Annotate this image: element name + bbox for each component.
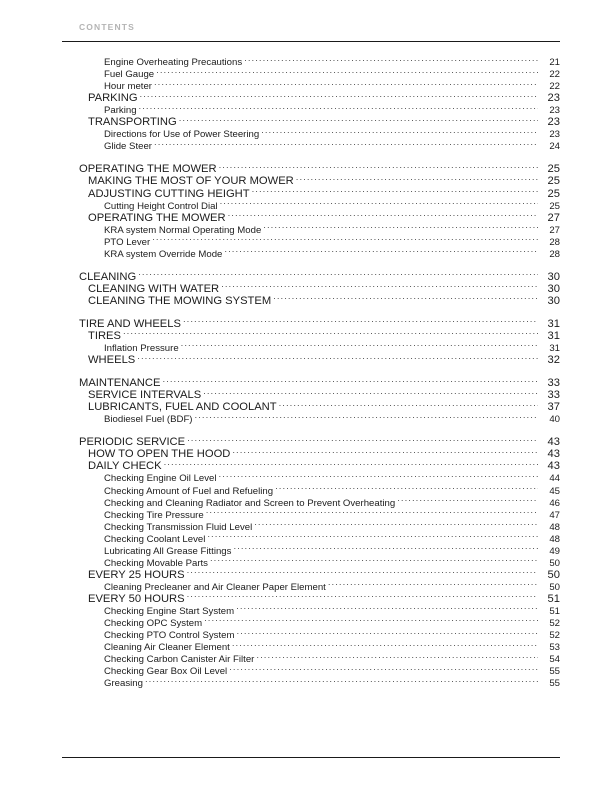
toc-dot-leader [203, 386, 538, 398]
toc-entry-page-number: 49 [549, 545, 560, 557]
toc-entry[interactable] [62, 339, 560, 355]
toc-dot-leader [224, 245, 538, 257]
toc-entry-title: SERVICE INTERVALS [88, 389, 202, 402]
toc-entry-title: ADJUSTING CUTTING HEIGHT [88, 187, 250, 200]
toc-entry-title: Checking Tire Pressure [104, 509, 204, 521]
toc-entry-title: PARKING [88, 92, 138, 105]
toc-group [62, 160, 560, 260]
toc-entry[interactable] [62, 315, 560, 330]
toc-entry-title: Checking PTO Control System [104, 630, 235, 642]
toc-dot-leader [181, 339, 538, 351]
toc-dot-leader [236, 626, 538, 638]
toc-entry-title: Cutting Height Control Dial [104, 200, 218, 212]
toc-entry-page-number: 48 [549, 521, 560, 533]
toc-entry[interactable] [62, 160, 560, 176]
toc-entry[interactable] [62, 433, 560, 449]
toc-entry-title: Engine Overheating Precautions [104, 57, 243, 69]
toc-entry-title: EVERY 25 HOURS [88, 568, 185, 581]
toc-dot-leader [236, 602, 538, 614]
toc-entry-page-number: 30 [547, 294, 560, 307]
toc-entry-page-number: 22 [549, 69, 560, 81]
toc-dot-leader [261, 125, 538, 137]
toc-entry-title: HOW TO OPEN THE HOOD [88, 448, 231, 461]
toc-entry-page-number: 40 [549, 414, 560, 426]
toc-entry-page-number: 24 [549, 141, 560, 153]
toc-dot-leader [273, 292, 538, 304]
toc-dot-leader [183, 315, 538, 327]
toc-entry[interactable] [62, 374, 560, 390]
toc-entry-title: MAINTENANCE [79, 377, 161, 390]
toc-entry-page-number: 53 [549, 642, 560, 654]
toc-entry-title: PERIODIC SERVICE [79, 436, 186, 449]
toc-dot-leader [156, 65, 538, 77]
toc-dot-leader [162, 374, 538, 386]
toc-entry-title: KRA system Normal Operating Mode [104, 224, 262, 236]
toc-dot-leader [204, 614, 538, 626]
toc-entry-title: Glide Steer [104, 141, 152, 153]
toc-entry-page-number: 52 [549, 630, 560, 642]
toc-dot-leader [187, 590, 538, 602]
toc-entry-title: Checking Movable Parts [104, 557, 208, 569]
toc-dot-leader [206, 506, 538, 518]
toc-dot-leader [233, 542, 538, 554]
table-of-contents [62, 53, 560, 690]
toc-entry-page-number: 43 [547, 436, 560, 449]
toc-dot-leader [219, 469, 538, 481]
toc-entry-page-number: 50 [547, 568, 560, 581]
toc-entry-title: Checking Coolant Level [104, 533, 206, 545]
toc-entry-title: Hour meter [104, 81, 152, 93]
toc-entry-title: OPERATING THE MOWER [88, 211, 226, 224]
toc-entry-title: Lubricating All Grease Fittings [104, 545, 232, 557]
toc-entry-title: Inflation Pressure [104, 343, 179, 355]
toc-entry-title: Checking Transmission Fluid Level [104, 521, 253, 533]
toc-entry[interactable] [62, 351, 560, 367]
toc-dot-leader [210, 554, 538, 566]
toc-dot-leader [195, 410, 538, 422]
toc-entry-page-number: 23 [547, 116, 560, 129]
toc-entry-page-number: 55 [549, 678, 560, 690]
toc-entry-title: Directions for Use of Power Steering [104, 129, 260, 141]
toc-dot-leader [140, 89, 538, 101]
toc-entry-title: TIRES [88, 329, 121, 342]
toc-dot-leader [328, 578, 538, 590]
toc-entry-page-number: 33 [547, 377, 560, 390]
toc-entry-title: Checking and Cleaning Radiator and Screen to Prevent Overheating [104, 497, 396, 509]
toc-entry-page-number: 51 [547, 592, 560, 605]
toc-dot-leader [296, 172, 538, 184]
toc-entry-page-number: 43 [547, 448, 560, 461]
toc-dot-leader [139, 101, 538, 113]
toc-entry-title: Biodiesel Fuel (BDF) [104, 414, 193, 426]
toc-dot-leader [256, 650, 538, 662]
toc-group [62, 433, 560, 690]
toc-entry-page-number: 23 [549, 105, 560, 117]
toc-dot-leader [219, 160, 538, 172]
toc-entry-title: KRA system Override Mode [104, 248, 223, 260]
toc-entry-title: Checking Gear Box Oil Level [104, 666, 228, 678]
toc-entry-title: Checking Engine Oil Level [104, 473, 217, 485]
toc-group [62, 315, 560, 367]
toc-entry-page-number: 28 [549, 248, 560, 260]
toc-entry-title: Checking OPC System [104, 618, 203, 630]
toc-entry[interactable] [62, 327, 560, 342]
toc-entry-page-number: 43 [547, 460, 560, 473]
toc-entry-title: Cleaning Precleaner and Air Cleaner Paper Element [104, 581, 326, 593]
toc-dot-leader [123, 327, 538, 339]
toc-entry-title: LUBRICANTS, FUEL AND COOLANT [88, 401, 277, 414]
toc-entry-page-number: 30 [547, 270, 560, 283]
toc-dot-leader [137, 351, 538, 363]
toc-entry-page-number: 25 [547, 163, 560, 176]
toc-dot-leader [187, 566, 538, 578]
toc-dot-leader [207, 530, 538, 542]
toc-entry-page-number: 32 [547, 354, 560, 367]
toc-dot-leader [221, 280, 538, 292]
toc-entry-title: OPERATING THE MOWER [79, 163, 217, 176]
toc-entry-title: Checking Amount of Fuel and Refueling [104, 485, 274, 497]
toc-entry-page-number: 31 [547, 317, 560, 330]
toc-dot-leader [252, 184, 538, 196]
toc-entry-page-number: 22 [549, 81, 560, 93]
toc-entry-page-number: 33 [547, 389, 560, 402]
toc-dot-leader [397, 494, 538, 506]
toc-entry-page-number: 30 [547, 282, 560, 295]
toc-entry-page-number: 51 [549, 605, 560, 617]
toc-entry[interactable] [62, 268, 560, 283]
toc-entry-page-number: 25 [547, 187, 560, 200]
toc-group [62, 374, 560, 426]
toc-entry-title: MAKING THE MOST OF YOUR MOWER [88, 175, 294, 188]
toc-dot-leader [275, 481, 538, 493]
toc-entry-title: CLEANING WITH WATER [88, 282, 220, 295]
toc-entry-page-number: 47 [549, 509, 560, 521]
toc-entry-title: PTO Lever [104, 236, 151, 248]
toc-dot-leader [254, 518, 538, 530]
toc-entry-page-number: 52 [549, 618, 560, 630]
toc-entry-page-number: 50 [549, 557, 560, 569]
toc-entry-title: Fuel Gauge [104, 69, 155, 81]
toc-entry-page-number: 21 [549, 57, 560, 69]
toc-dot-leader [179, 113, 538, 125]
toc-dot-leader [145, 674, 538, 686]
toc-dot-leader [244, 53, 538, 65]
toc-entry-title: TRANSPORTING [88, 116, 177, 129]
toc-dot-leader [154, 137, 538, 149]
footer-divider [62, 757, 560, 758]
toc-entry-title: Checking Engine Start System [104, 605, 235, 617]
toc-entry-title: EVERY 50 HOURS [88, 592, 185, 605]
toc-dot-leader [187, 433, 538, 445]
toc-entry[interactable] [62, 53, 560, 69]
toc-entry-page-number: 44 [549, 473, 560, 485]
toc-entry-page-number: 27 [549, 224, 560, 236]
toc-entry-page-number: 27 [547, 211, 560, 224]
toc-entry-title: Checking Carbon Canister Air Filter [104, 654, 255, 666]
page-header-label: CONTENTS [79, 22, 135, 32]
toc-entry-title: DAILY CHECK [88, 460, 162, 473]
toc-entry-page-number: 25 [547, 175, 560, 188]
toc-entry-page-number: 23 [549, 129, 560, 141]
toc-dot-leader [228, 209, 538, 221]
toc-dot-leader [138, 268, 538, 280]
toc-entry-page-number: 46 [549, 497, 560, 509]
toc-entry-title: WHEELS [88, 354, 136, 367]
toc-entry-title: TIRE AND WHEELS [79, 317, 181, 330]
toc-dot-leader [263, 221, 538, 233]
toc-entry-page-number: 50 [549, 581, 560, 593]
toc-entry-title: Greasing [104, 678, 143, 690]
toc-entry-page-number: 25 [549, 200, 560, 212]
toc-dot-leader [164, 457, 538, 469]
toc-entry-page-number: 54 [549, 654, 560, 666]
toc-entry-page-number: 37 [547, 401, 560, 414]
toc-entry-page-number: 31 [549, 343, 560, 355]
toc-entry-page-number: 28 [549, 236, 560, 248]
toc-entry-page-number: 31 [547, 329, 560, 342]
toc-dot-leader [279, 398, 538, 410]
toc-entry-page-number: 45 [549, 485, 560, 497]
toc-entry-title: Parking [104, 105, 137, 117]
toc-entry-page-number: 23 [547, 92, 560, 105]
toc-entry-title: CLEANING THE MOWING SYSTEM [88, 294, 272, 307]
header-divider [62, 41, 560, 42]
toc-entry-title: Cleaning Air Cleaner Element [104, 642, 230, 654]
toc-entry-page-number: 55 [549, 666, 560, 678]
toc-dot-leader [229, 662, 538, 674]
toc-dot-leader [152, 233, 538, 245]
toc-entry-page-number: 48 [549, 533, 560, 545]
toc-entry-title: CLEANING [79, 270, 137, 283]
toc-dot-leader [220, 197, 538, 209]
toc-dot-leader [232, 445, 538, 457]
toc-group [62, 53, 560, 153]
toc-dot-leader [232, 638, 538, 650]
toc-dot-leader [154, 77, 538, 89]
toc-group [62, 268, 560, 307]
